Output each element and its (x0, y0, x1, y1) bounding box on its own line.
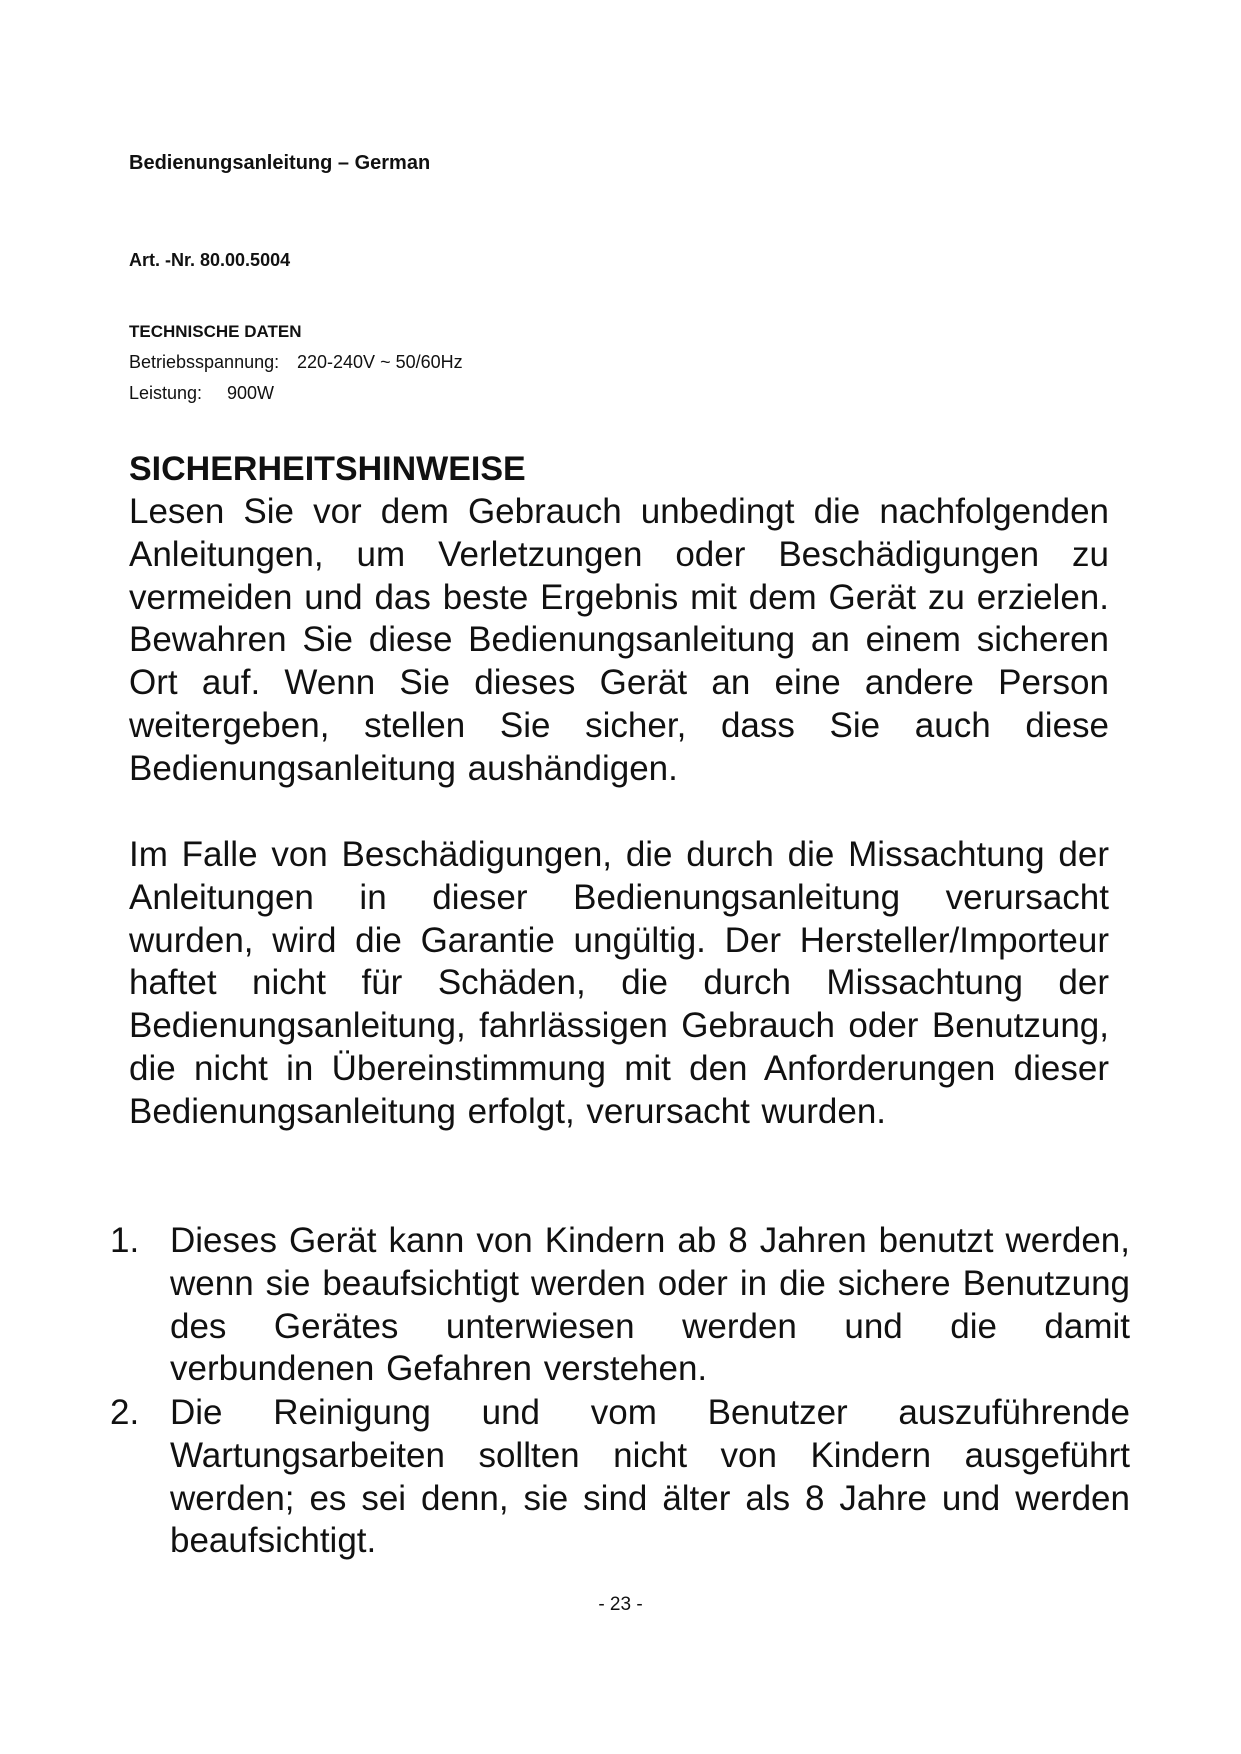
document-title: Bedienungsanleitung – German (129, 152, 431, 174)
list-item-text: Die Reinigung und vom Benutzer auszuführende Wartungsarbeiten sollten nicht von Kindern ausgeführt werden; es sei denn, sie sind älter als 8 Jahre und werden beaufsichtigt. (170, 1393, 1130, 1561)
article-number: Art. -Nr. 80.00.5004 (129, 250, 291, 270)
list-item (110, 1220, 1130, 1391)
page-number: - 23 - (598, 1594, 643, 1615)
list-item (110, 1392, 1130, 1563)
power-label: Leistung: (129, 383, 203, 403)
spec-row-power (129, 381, 274, 405)
safety-heading: SICHERHEITSHINWEISE (129, 450, 526, 488)
voltage-label: Betriebsspannung: (129, 352, 280, 372)
power-value: 900W (227, 383, 275, 403)
safety-paragraph-warranty: Im Falle von Beschädigungen, die durch die Missachtung der Anleitungen in dieser Bedienungsanleitung verursacht wurden, wird die Garantie ungültig. Der Hersteller/Importeur haftet nicht für Schäden, die durch Missachtung der Bedienungsanleitung, fahrlässigen Gebrauch oder Benutzung, die nicht in Übereinstimmung mit den Anforderungen dieser Bedienungsanleitung erfolgt, verursacht wurden. (129, 835, 1109, 1131)
list-item-number: 2. (110, 1393, 140, 1432)
safety-list-part-1 (110, 1220, 1130, 1391)
spec-row-voltage (129, 350, 463, 374)
technical-data-heading: TECHNISCHE DATEN (129, 322, 302, 341)
list-item-number: 1. (110, 1221, 140, 1260)
safety-paragraph-intro: Lesen Sie vor dem Gebrauch unbedingt die nachfolgenden Anleitungen, um Verletzungen oder Beschädigungen zu vermeiden und das beste Ergebnis mit dem Gerät zu erzielen. Bewahren Sie diese Bedienungsanleitung an einem sicheren Ort auf. Wenn Sie dieses Gerät an eine andere Person weitergeben, stellen Sie sicher, dass Sie auch diese Bedienungsanleitung aushändigen. (129, 492, 1109, 788)
voltage-value: 220-240V ~ 50/60Hz (297, 352, 463, 372)
safety-list-part-2 (110, 1392, 1130, 1563)
list-item-text: Dieses Gerät kann von Kindern ab 8 Jahren benutzt werden, wenn sie beaufsichtigt werden oder in die sichere Benutzung des Gerätes unterwiesen werden und die damit verbundenen Gefahren verstehen. (170, 1221, 1130, 1389)
